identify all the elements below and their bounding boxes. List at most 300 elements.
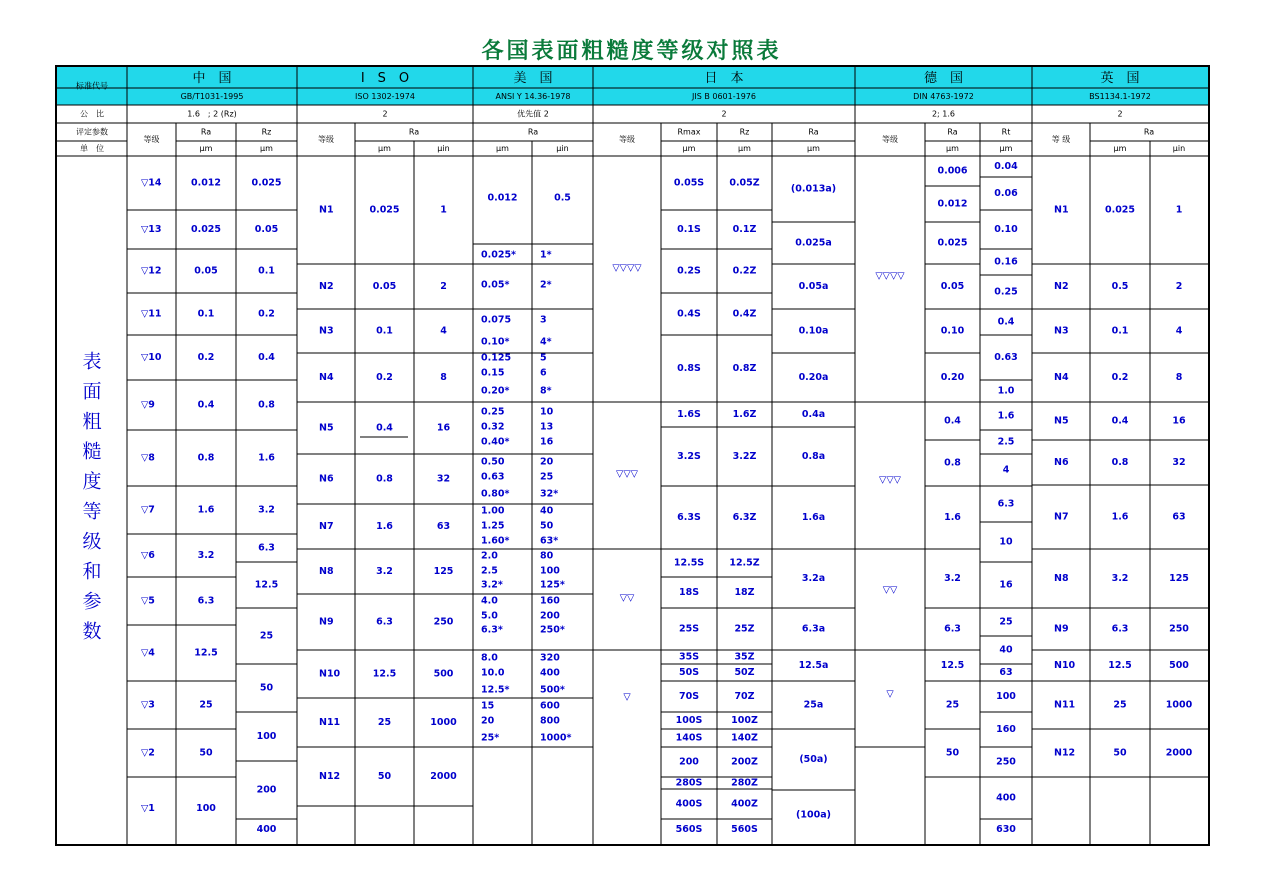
japan-rmax: 400S: [675, 798, 703, 810]
header-unit: μm: [260, 144, 273, 153]
japan-ra: 25a: [803, 699, 824, 711]
japan-ra: 0.20a: [798, 372, 829, 383]
uk-ra-um: 0.1: [1111, 325, 1129, 337]
japan-rz: 12.5Z: [729, 557, 760, 569]
header-country: 美 国: [513, 71, 553, 86]
japan-rz: 560S: [731, 824, 758, 835]
china-grade: ▽8: [141, 452, 155, 464]
japan-ra: 1.6a: [801, 512, 826, 523]
germany-grade: ▽▽▽: [879, 474, 901, 486]
germany-rt: 630: [996, 824, 1016, 835]
header-ratio: 2: [382, 109, 388, 119]
header-unit: μm: [999, 144, 1013, 153]
usa-uin: 500*: [540, 684, 565, 696]
japan-rz: 0.4Z: [732, 308, 757, 320]
china-grade: ▽2: [141, 747, 155, 759]
uk-ra-um: 0.2: [1111, 372, 1129, 383]
usa-um: 2.5: [481, 565, 498, 577]
usa-uin: 250*: [540, 624, 565, 636]
header-ratio: 公 比: [80, 109, 104, 119]
germany-ra: 50: [945, 747, 960, 759]
usa-um: 1.60*: [481, 535, 510, 547]
usa-uin: 2*: [540, 279, 552, 291]
uk-ra-um: 0.5: [1111, 281, 1129, 292]
header-param: Rz: [261, 127, 272, 137]
uk-ra-um: 6.3: [1111, 623, 1129, 635]
header-unit: μm: [738, 144, 751, 153]
iso-ra-uin: 4: [440, 325, 447, 337]
japan-rz: 1.6Z: [732, 409, 757, 420]
japan-rz: 3.2Z: [732, 451, 757, 462]
header-param: 等级: [619, 135, 635, 144]
side-label-char: 面: [82, 380, 102, 403]
japan-ra: 3.2a: [801, 573, 826, 584]
germany-grade: ▽▽▽▽: [875, 270, 905, 282]
china-rz: 6.3: [258, 542, 275, 554]
iso-grade: N6: [319, 473, 334, 485]
japan-rmax: 70S: [678, 691, 700, 702]
germany-rt: 2.5: [997, 436, 1015, 448]
side-label-char: 和: [82, 560, 102, 583]
usa-uin: 3: [540, 314, 547, 326]
uk-ra-uin: 16: [1172, 415, 1186, 427]
japan-rmax: 1.6S: [677, 409, 701, 420]
header-country: 德 国: [923, 71, 964, 86]
usa-uin: 320: [540, 652, 560, 664]
usa-uin: 10: [540, 406, 554, 418]
usa-um: 0.40*: [481, 436, 510, 448]
uk-ra-uin: 2: [1175, 281, 1183, 292]
uk-ra-uin: 250: [1169, 623, 1189, 635]
usa-um: 0.075: [481, 314, 512, 326]
china-rz: 0.2: [258, 308, 275, 320]
china-rz: 0.4: [258, 352, 275, 363]
germany-rt: 0.4: [997, 316, 1015, 328]
japan-rz: 50Z: [734, 667, 755, 678]
japan-rmax: 35S: [678, 651, 700, 663]
japan-rmax: 50S: [678, 667, 700, 678]
usa-uin: 1*: [540, 249, 552, 261]
germany-grade: ▽▽: [882, 584, 898, 596]
japan-rmax: 560S: [675, 824, 703, 835]
china-rz: 0.8: [258, 399, 275, 411]
usa-um: 1.00: [481, 505, 505, 517]
usa-um: 0.012: [487, 192, 518, 204]
china-rz: 12.5: [254, 579, 279, 591]
japan-grade: ▽: [623, 691, 631, 703]
header-unit: μm: [378, 144, 391, 153]
japan-rmax: 0.8S: [677, 363, 701, 374]
japan-rmax: 0.2S: [677, 265, 701, 277]
side-label-char: 级: [82, 530, 102, 553]
germany-rt: 25: [999, 616, 1013, 628]
usa-uin: 13: [540, 421, 554, 433]
usa-um: 0.125: [481, 352, 512, 364]
iso-ra-uin: 32: [436, 473, 451, 485]
japan-grade: ▽▽: [619, 592, 635, 604]
uk-grade: N12: [1054, 747, 1076, 759]
header-param: Ra: [1143, 127, 1155, 137]
iso-ra-uin: 500: [433, 668, 454, 680]
usa-uin: 25: [540, 471, 554, 483]
iso-grade: N2: [319, 281, 334, 292]
header-standard: ANSI Y 14.36-1978: [495, 92, 571, 101]
japan-rmax: 18S: [678, 587, 700, 598]
usa-um: 15: [481, 700, 495, 712]
iso-ra-um: 0.8: [376, 473, 393, 485]
japan-rz: 25Z: [734, 623, 755, 635]
usa-uin: 100: [540, 565, 560, 577]
germany-rt: 0.25: [994, 286, 1018, 298]
germany-rt: 1.6: [997, 410, 1015, 422]
uk-ra-uin: 1000: [1165, 699, 1193, 711]
uk-ra-uin: 8: [1175, 372, 1183, 383]
iso-ra-uin: 2000: [430, 771, 457, 782]
iso-ra-uin: 125: [433, 566, 454, 577]
japan-rz: 0.8Z: [732, 363, 757, 374]
germany-rt: 10: [999, 536, 1013, 548]
usa-um: 0.15: [481, 367, 505, 379]
iso-ra-um: 50: [377, 771, 392, 782]
germany-rt: 16: [999, 579, 1013, 591]
germany-ra: 0.4: [944, 415, 961, 427]
iso-grade: N3: [319, 325, 334, 337]
header-country: 中 国: [192, 71, 232, 86]
iso-grade: N11: [319, 717, 341, 728]
uk-grade: N7: [1054, 511, 1069, 523]
header-unit: μm: [496, 144, 509, 153]
header-param: 评定参数: [76, 127, 108, 137]
usa-um: 0.80*: [481, 488, 510, 500]
china-grade: ▽5: [141, 595, 155, 607]
iso-ra-uin: 8: [440, 372, 447, 383]
uk-ra-um: 25: [1113, 699, 1127, 711]
uk-ra-uin: 2000: [1165, 747, 1193, 759]
japan-rz: 0.05Z: [729, 177, 760, 189]
header-ratio: 优先值 2: [517, 109, 549, 119]
japan-grade: ▽▽▽: [616, 468, 638, 480]
china-rz: 200: [256, 784, 277, 796]
header-std-code: 标准代号: [76, 81, 108, 91]
japan-rz: 280Z: [731, 777, 758, 789]
header-param: Ra: [808, 127, 819, 137]
usa-uin: 50: [540, 520, 554, 532]
usa-uin: 1000*: [540, 732, 572, 744]
header-unit: μm: [1113, 144, 1127, 153]
uk-grade: N3: [1054, 325, 1069, 337]
japan-rmax: 25S: [678, 623, 700, 635]
header-ratio: 2: [721, 109, 727, 119]
japan-rz: 400Z: [731, 798, 758, 810]
japan-rz: 0.2Z: [732, 265, 757, 277]
japan-ra: 0.05a: [798, 281, 829, 292]
germany-ra: 0.025: [937, 237, 968, 249]
china-rz: 1.6: [258, 452, 275, 464]
germany-grade: ▽: [886, 688, 894, 700]
header-ratio: 2: [1117, 109, 1123, 119]
uk-grade: N1: [1054, 204, 1069, 216]
page-title: 各国表面粗糙度等级对照表: [481, 39, 782, 64]
iso-grade: N12: [319, 771, 341, 782]
china-grade: ▽1: [141, 803, 155, 814]
header-standard: BS1134.1-1972: [1089, 92, 1151, 101]
germany-rt: 1.0: [997, 385, 1015, 397]
header-param: Rt: [1001, 127, 1011, 137]
china-grade: ▽11: [141, 308, 162, 320]
usa-um: 2.0: [481, 550, 498, 562]
usa-uin: 6: [540, 367, 547, 379]
japan-ra: 0.8a: [801, 451, 826, 462]
iso-ra-um: 3.2: [376, 566, 393, 577]
germany-ra: 25: [945, 699, 960, 711]
iso-ra-um: 12.5: [372, 668, 397, 680]
header-country: 英 国: [1100, 71, 1140, 86]
japan-rmax: 0.05S: [673, 177, 705, 189]
usa-uin: 32*: [540, 488, 559, 500]
iso-grade: N7: [319, 521, 334, 532]
uk-grade: N6: [1054, 457, 1069, 468]
china-grade: ▽13: [141, 224, 162, 235]
japan-ra: (0.013a): [790, 183, 837, 195]
usa-um: 0.025*: [481, 249, 517, 261]
side-label-char: 表: [82, 350, 102, 373]
japan-rmax: 100S: [675, 715, 703, 726]
germany-rt: 400: [996, 792, 1016, 804]
header-unit: μin: [556, 144, 569, 153]
china-grade: ▽3: [141, 699, 155, 711]
china-ra: 0.8: [197, 452, 215, 464]
japan-rz: 6.3Z: [732, 512, 757, 523]
side-label-char: 数: [82, 620, 102, 643]
china-rz: 0.1: [258, 265, 275, 277]
japan-ra: 6.3a: [801, 623, 826, 635]
uk-grade: N8: [1054, 573, 1069, 584]
usa-uin: 16: [540, 436, 554, 448]
china-rz: 25: [259, 630, 274, 642]
usa-uin: 400: [540, 667, 560, 679]
header-param: Ra: [527, 127, 539, 137]
iso-ra-uin: 1: [440, 204, 447, 216]
china-ra: 100: [196, 803, 216, 814]
usa-um: 0.50: [481, 456, 505, 468]
germany-ra: 3.2: [944, 573, 961, 584]
china-rz: 100: [256, 731, 277, 742]
uk-grade: N9: [1054, 623, 1069, 635]
china-ra: 0.1: [197, 308, 215, 320]
header-ratio: 2; 1.6: [931, 109, 956, 119]
usa-uin: 160: [540, 595, 560, 607]
usa-uin: 20: [540, 456, 554, 468]
uk-ra-um: 0.8: [1111, 457, 1129, 468]
china-ra: 0.05: [194, 265, 218, 277]
germany-rt: 0.04: [994, 161, 1018, 172]
uk-ra-uin: 125: [1169, 573, 1189, 584]
japan-rmax: 0.4S: [677, 308, 701, 320]
iso-ra-um: 0.2: [376, 372, 393, 383]
china-ra: 0.2: [197, 352, 215, 363]
header-unit: μm: [807, 144, 820, 153]
usa-uin: 125*: [540, 579, 565, 591]
china-ra: 25: [199, 699, 213, 711]
side-label-char: 等: [82, 500, 102, 523]
china-ra: 0.4: [197, 399, 215, 411]
header-standard: JIS B 0601-1976: [692, 92, 756, 101]
germany-ra: 0.10: [940, 325, 965, 337]
japan-rmax: 0.1S: [677, 224, 701, 235]
japan-ra: (100a): [796, 809, 831, 821]
header-param: 等级: [143, 135, 160, 144]
uk-grade: N10: [1054, 660, 1076, 671]
japan-ra: 0.4a: [801, 409, 826, 420]
germany-rt: 0.06: [994, 188, 1018, 199]
china-ra: 1.6: [197, 504, 215, 516]
usa-uin: 5: [540, 352, 547, 364]
germany-ra: 1.6: [944, 512, 961, 523]
usa-um: 0.32: [481, 421, 505, 433]
germany-ra: 0.8: [944, 457, 961, 469]
japan-ra: 0.10a: [798, 325, 829, 337]
header-standard: DIN 4763-1972: [913, 92, 974, 101]
side-label-char: 糙: [82, 440, 102, 463]
header-param: 等级: [882, 135, 898, 144]
germany-rt: 0.16: [994, 256, 1018, 268]
uk-ra-uin: 32: [1172, 457, 1186, 468]
header-standard: GB/T1031-1995: [180, 92, 244, 101]
japan-rz: 200Z: [731, 756, 758, 768]
header-param: Rmax: [677, 127, 701, 137]
japan-rz: 0.1Z: [732, 224, 757, 235]
header-ratio: 1.6 ; 2 (Rz): [187, 109, 237, 119]
iso-grade: N10: [319, 668, 341, 680]
china-ra: 12.5: [194, 647, 218, 659]
header-unit: μm: [946, 144, 959, 153]
header-unit: μin: [437, 144, 450, 153]
china-rz: 50: [259, 682, 274, 694]
usa-uin: 80: [540, 550, 554, 562]
header-country: I S O: [360, 71, 410, 86]
uk-grade: N4: [1054, 372, 1069, 383]
uk-ra-uin: 4: [1175, 325, 1183, 337]
uk-ra-uin: 63: [1172, 511, 1186, 523]
usa-um: 0.63: [481, 471, 505, 483]
uk-grade: N2: [1054, 281, 1069, 292]
china-rz: 400: [256, 824, 277, 835]
header-param: 等级: [318, 135, 334, 144]
japan-rz: 100Z: [731, 715, 758, 726]
usa-uin: 600: [540, 700, 560, 712]
usa-um: 0.25: [481, 406, 505, 418]
header-param: Ra: [200, 127, 212, 137]
side-label-char: 度: [82, 470, 102, 493]
uk-ra-uin: 500: [1169, 660, 1189, 671]
usa-uin: 800: [540, 715, 560, 727]
china-grade: ▽6: [141, 550, 155, 561]
iso-ra-um: 0.025: [369, 204, 400, 216]
china-rz: 0.05: [254, 224, 279, 235]
iso-ra-uin: 1000: [430, 717, 457, 728]
germany-ra: 0.012: [937, 198, 968, 210]
iso-grade: N1: [319, 204, 334, 216]
china-grade: ▽10: [141, 352, 162, 363]
usa-uin: 4*: [540, 336, 552, 348]
header-unit: μm: [682, 144, 696, 153]
iso-ra-um: 0.05: [372, 281, 397, 292]
germany-rt: 160: [996, 724, 1016, 735]
china-ra: 50: [199, 747, 213, 759]
germany-ra: 0.05: [940, 281, 965, 292]
china-ra: 6.3: [197, 595, 215, 607]
usa-um: 5.0: [481, 610, 498, 622]
china-grade: ▽14: [141, 177, 162, 189]
iso-grade: N8: [319, 566, 334, 577]
header-param: 等 级: [1051, 135, 1071, 144]
usa-um: 12.5*: [481, 684, 510, 696]
usa-um: 0.20*: [481, 385, 510, 397]
header-unit: 单 位: [80, 144, 104, 153]
japan-ra: (50a): [799, 754, 828, 765]
side-label-char: 参: [82, 590, 102, 613]
usa-um: 1.25: [481, 520, 505, 532]
header-param: Ra: [947, 127, 958, 137]
usa-um: 0.10*: [481, 336, 510, 348]
header-param: Rz: [739, 127, 750, 137]
header-standard: ISO 1302-1974: [355, 92, 415, 101]
usa-uin: 8*: [540, 385, 552, 397]
usa-uin: 200: [540, 610, 560, 622]
usa-um: 6.3*: [481, 624, 503, 636]
germany-ra: 0.006: [937, 165, 968, 177]
uk-grade: N11: [1054, 699, 1076, 711]
usa-um: 0.05*: [481, 279, 510, 291]
japan-rz: 35Z: [734, 651, 755, 663]
germany-rt: 0.63: [994, 352, 1018, 363]
iso-grade: N5: [319, 422, 334, 434]
japan-rmax: 12.5S: [673, 557, 705, 569]
uk-ra-um: 3.2: [1111, 573, 1129, 584]
usa-um: 10.0: [481, 667, 505, 679]
germany-rt: 250: [996, 756, 1016, 768]
germany-rt: 40: [999, 644, 1013, 656]
japan-ra: 12.5a: [798, 660, 829, 671]
usa-um: 25*: [481, 732, 500, 744]
germany-ra: 12.5: [940, 660, 965, 671]
china-ra: 0.025: [190, 224, 222, 235]
china-ra: 0.012: [190, 177, 222, 189]
germany-rt: 100: [996, 691, 1016, 702]
iso-ra-um: 0.1: [376, 325, 393, 337]
japan-rz: 18Z: [734, 587, 755, 598]
header-unit: μm: [199, 144, 213, 153]
uk-grade: N5: [1054, 415, 1069, 427]
china-ra: 3.2: [197, 550, 215, 561]
germany-rt: 6.3: [997, 498, 1015, 510]
china-rz: 3.2: [258, 504, 275, 516]
china-rz: 0.025: [251, 177, 282, 189]
japan-rmax: 6.3S: [677, 512, 701, 523]
iso-ra-uin: 16: [436, 422, 451, 434]
usa-uin: 40: [540, 505, 554, 517]
usa-um: 20: [481, 715, 495, 727]
japan-rmax: 200: [679, 756, 699, 768]
iso-ra-um: 0.4: [376, 422, 393, 434]
iso-ra-uin: 2: [440, 281, 447, 292]
usa-um: 8.0: [481, 652, 498, 664]
japan-rz: 140Z: [731, 732, 758, 744]
usa-uin: 63*: [540, 535, 559, 547]
germany-rt: 63: [999, 667, 1013, 678]
header-param: Ra: [408, 127, 420, 137]
iso-ra-um: 25: [377, 717, 392, 728]
